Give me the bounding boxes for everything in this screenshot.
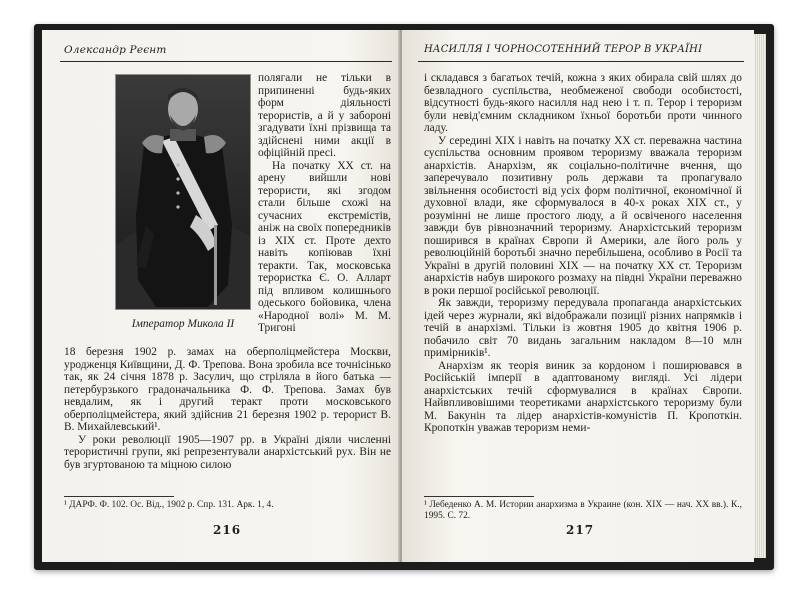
header-rule-left — [60, 61, 392, 62]
page-number-right: 217 — [566, 523, 595, 537]
footnote-left: ¹ ДАРФ. Ф. 102. Ос. Від., 1902 р. Спр. 131. Арк. 1, 4. — [64, 500, 274, 510]
paragraph: полягали не тільки в припиненні будь-яких форм діяльності терористів, а й у забороні згадувати їхні прізвища та здійснені ними акції в офіційній пресі. — [258, 72, 391, 159]
right-body-text — [424, 72, 742, 435]
right-page — [402, 30, 754, 562]
header-rule-right — [418, 61, 744, 62]
left-body-text — [64, 346, 391, 471]
portrait-image — [116, 75, 250, 309]
photo-caption: Імператор Микола II — [131, 318, 235, 330]
paragraph: На початку XX ст. на арену вийшли нові терористи, які згодом стали більше схожі на сучасних екстремістів, аніж на своїх попередників із XIX ст. Проте дехто навіть копіював їхні теракти. Так, московська терористка Є. О. Алларт під впливом колишнього одеського бойовика, члена «Народної волі» М. М. Тригоні — [258, 159, 391, 334]
paragraph: 18 березня 1902 р. замах на оберполіцмейстера Москви, уродженця Київщини, Д. Ф. Трепова. Вона зробила все точнісінько так, як 24 січня 1878 р. Засулич, що стріляла в його батька — петербурзького градоначальника Ф. Ф. Трепова. Замах був невдалим, як і другий теракт проти московського оберполіцмейстера, який здійснив 21 березня 1902 р. терорист В. В. Михайлевський¹. — [64, 346, 391, 433]
page-edges — [752, 34, 766, 558]
left-page — [42, 30, 400, 562]
paragraph: і складався з багатьох течій, кожна з яких обирала свій шлях до безвладного суспільства, необмеженої свободи особистості, відсутності будь-якого насилля над нею і т. п. Терор і тероризм були невід'ємним складником їхньої боротьби проти чинного ладу. — [424, 72, 742, 134]
paragraph: Як завжди, тероризму передувала пропаганда анархістських ідей через журнали, які відображали позиції різних напрямків і течій в анархізмі. Тільки із жовтня 1905 до квітня 1906 р. побачило світ 70 видань загальним накладом 8—10 млн примірників¹. — [424, 297, 742, 359]
running-head-right: НАСИЛЛЯ І ЧОРНОСОТЕННИЙ ТЕРОР В УКРАЇНІ — [424, 44, 703, 55]
footnote-rule-left — [64, 496, 174, 497]
footnote-right: ¹ Лебеденко А. М. Истории анархизма в Украине (кон. XIX — нач. XX вв.). К., 1995. С. 72. — [424, 500, 742, 521]
page-number-left: 216 — [213, 523, 242, 537]
portrait-photo — [115, 74, 251, 310]
footnote-rule-right — [424, 496, 534, 497]
float-text-block — [258, 72, 391, 335]
paragraph: У роки революції 1905—1907 рр. в Україні діяли численні терористичні групи, які репрезентували анархістський рух. Він не був згуртованою та міцною силою — [64, 433, 391, 471]
paragraph: Анархізм як теорія виник за кордоном і поширювався в Російській імперії в адаптованому вигляді. Усі лідери анархістських течій сформувалися в країнах Європи. Найвпливовішими теоретиками анархістського тероризму були М. Бакунін та лідер анархістів-комуністів П. Кропоткін. Кропоткін уважав тероризм неми- — [424, 359, 742, 434]
paragraph: У середині XIX і навіть на початку XX ст. переважна частина суспільства основним проявом тероризму вважала тероризм анархістів. Анархізм, як соціально-політичне вчення, що заперечувало позитивну роль держави та пропагувало звільнення особистості від усіх форм політичної, економічної й духовної влади, яке сформувалося в 40-х роках XIX ст., у розумінні не лише простого люду, а й освіченого населення завжди був рівнозначний тероризму. Анархістський тероризм поширився в країнах Європи й Америки, але його роль у революційній боротьбі значно перебільшена, особливо в Росії та Україні в другій половині XIX — на початку XX ст. Тероризм анархістів набув широкого розмаху на півдні України переважно в роки першої російської революції. — [424, 134, 742, 297]
running-head-left: Олександр Реєнт — [64, 44, 167, 56]
